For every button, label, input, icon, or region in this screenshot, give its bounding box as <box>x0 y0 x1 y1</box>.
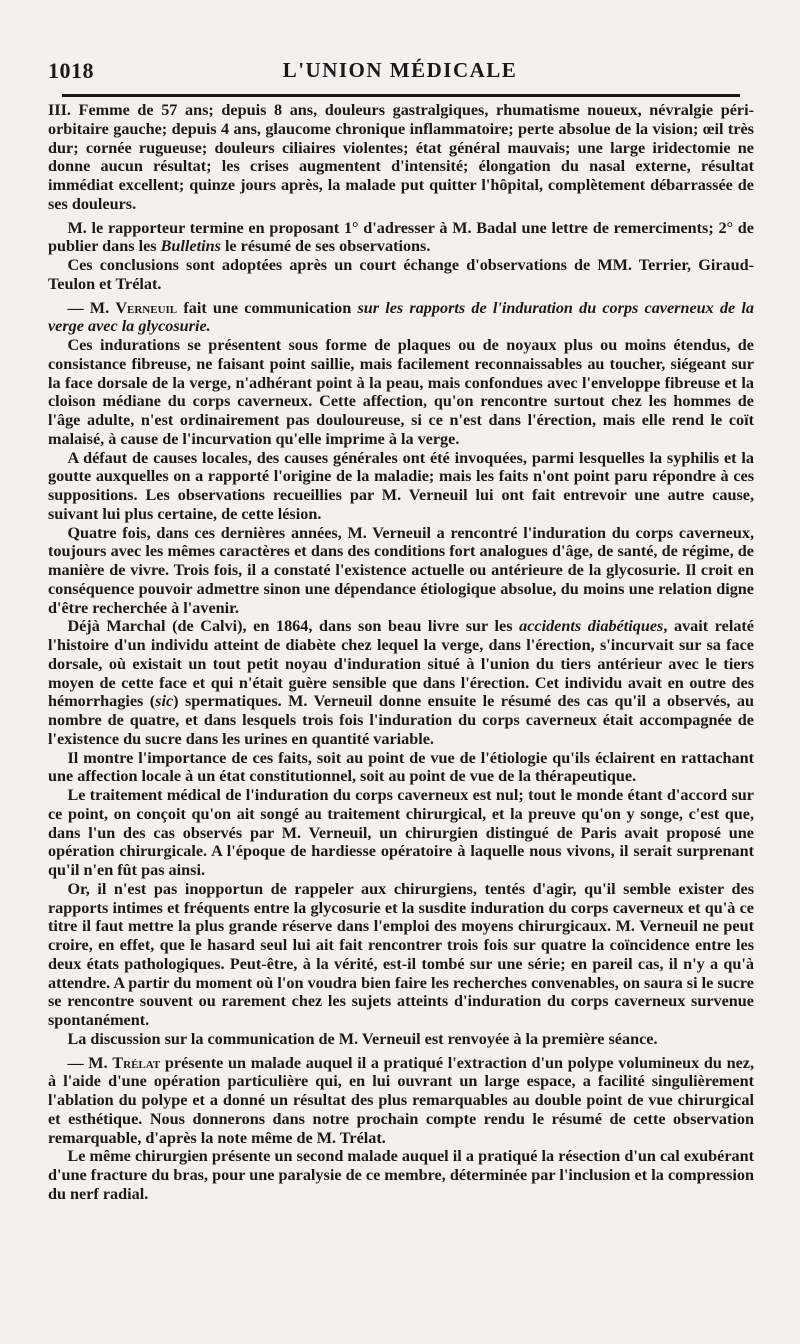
italic-accidents-diabetiques: accidents diabétiques <box>519 617 664 636</box>
paragraph-quatre-fois: Quatre fois, dans ces dernières années, M. Verneuil a rencontré l'induration du corps caverneux, toujours avec les mêmes caractères et dans des conditions fort analogues d'âge, de santé, de régime, de manière de vivre. Trois fois, il a constaté l'existence actuelle ou antérieure de la glycosurie. Il croit en conséquence pouvoir admettre sinon une dépendance étiologique absolue, du moins une relation digne d'être recherchée à l'avenir. <box>48 523 754 617</box>
page-number: 1018 <box>48 58 94 83</box>
paragraph-traitement: Le traitement médical de l'induration du corps caverneux est nul; tout le monde étant d'accord sur ce point, on conçoit qu'on ait songé au traitement chirurgical, et la preuve qu'on y songe, c'est que, dans l'un des cas observés par M. Verneuil, un chirurgien distingué de Paris avait proposé une opération chirurgicale. A l'époque de hardiesse opératoire à laquelle nous vivons, il serait surprenant qu'il n'en fût pas ainsi. <box>48 786 754 879</box>
italic-sic: sic <box>155 692 174 711</box>
paragraph-marchal: Déjà Marchal (de Calvi), en 1864, dans son beau livre sur les accidents diabétiques, avait relaté l'histoire d'un individu atteint de diabète chez lequel la verge, dans l'érection, s'incurvait sur sa face dorsale, où existait un tout petit noyau d'induration situé à l'union du tiers antérieur avec le tiers moyen de cette face et qui n'était guère sensible que dans l'érection. Cet individu avait en outre des hémorrhagies (sic) spermatiques. M. Verneuil donne ensuite le résumé des cas qu'il a observés, au nombre de quatre, et dans lesquels trois fois l'induration du corps caverneux était accompagnée de l'existence du sucre dans les urines en quantité variable. <box>48 617 755 748</box>
paragraph-case-iii: III. Femme de 57 ans; depuis 8 ans, douleurs gastralgiques, rhumatisme noueux, névralgie péri-orbitaire gauche; depuis 4 ans, glaucome chronique inflammatoire; perte absolue de la vision; œil très dur; cornée rugueuse; douleurs ciliaires violentes; état général mauvais; une large iridectomie ne donne aucun résultat; les crises augmentent d'intensité; élongation du nasal externe, résultat immédiat excellent; quinze jours après, la malade put quitter l'hôpital, complètement débarrassée de ses douleurs. <box>48 101 754 213</box>
paragraph-rapporteur: M. le rapporteur termine en proposant 1° d'adresser à M. Badal une lettre de remerciments; 2° de publier dans les Bulletins le résumé de ses observations. <box>48 218 754 256</box>
paragraph-importance: Il montre l'importance de ces faits, soit au point de vue de l'étiologie qu'ils éclairent en rattachant une affection locale à un état constitutionnel, soit au point de vue de la thérapeutique. <box>48 748 754 786</box>
page-header <box>48 58 752 88</box>
italic-bulletins: Bulletins <box>160 237 221 256</box>
header-rule <box>62 94 740 97</box>
speaker-name: Verneuil <box>115 298 178 317</box>
communication-title: sur les rapports de l'induration du corps caverneux de la verge avec la glycosurie. <box>48 298 754 336</box>
paragraph-verneuil-intro: — M. Verneuil fait une communication sur les rapports de l'induration du corps caverneux de la verge avec la glycosurie. <box>48 298 754 336</box>
paragraph-or: Or, il n'est pas inopportun de rappeler aux chirurgiens, tentés d'agir, qu'il semble exister des rapports intimes et fréquents entre la glycosurie et la susdite induration du corps caverneux et qu'à ce titre il faut mettre la plus grande réserve dans l'emploi des moyens chirurgicaux. M. Verneuil ne peut croire, en effet, que le hasard seul lui ait fait rencontrer trois fois sur quatre la coïncidence entre les deux états pathologiques. Peut-être, à la vérité, est-il tombé sur une série; en pareil cas, il n'y a qu'à attendre. A partir du moment où l'on voudra bien faire les recherches convenables, on saura si le sucre se rencontre souvent ou rarement chez les sujets atteints d'induration du corps caverneux survenue spontanément. <box>48 879 754 1029</box>
paragraph-discussion: La discussion sur la communication de M. Verneuil est renvoyée à la première séance. <box>67 1029 658 1048</box>
paragraph-trelat-cal: Le même chirurgien présente un second malade auquel il a pratiqué la résection d'un cal exubérant d'une fracture du bras, pour une paralysie de ce membre, déterminée par l'inclusion et la compression du nerf radial. <box>48 1147 754 1203</box>
paragraph-conclusions: Ces conclusions sont adoptées après un court échange d'observations de MM. Terrier, Giraud-Teulon et Trélat. <box>48 256 754 293</box>
paragraph-causes: A défaut de causes locales, des causes générales ont été invoquées, parmi lesquelles la syphilis et la goutte auxquelles on a rapporté l'origine de la maladie; mais les faits n'ont point paru répondre à ces suppositions. Les observations recueillies par M. Verneuil lui ont fait entrevoir une autre cause, suivant lui plus certaine, de cette lésion. <box>48 448 754 523</box>
speaker-name-trelat: Trélat <box>112 1053 161 1072</box>
running-title: L'UNION MÉDICALE <box>282 58 518 82</box>
paragraph-indurations: Ces indurations se présentent sous forme de plaques ou de noyaux plus ou moins étendus, de consistance fibreuse, ne faisant point saillie, mais facilement reconnaissables au toucher, siégeant sur la face dorsale de la verge, n'adhérant point à la peau, mais confondues avec l'enveloppe fibreuse et la cloison médiane du corps caverneux. Cette affection, qu'on rencontre surtout chez les hommes de l'âge adulte, n'est ordinairement pas douloureuse, si ce n'est dans l'érection, mais elle rend le coït malaisé, à cause de l'incurvation qu'elle imprime à la verge. <box>48 336 754 448</box>
article-body <box>48 101 754 1204</box>
paragraph-trelat-polype: — M. Trélat présente un malade auquel il a pratiqué l'extraction d'un polype volumineux du nez, à l'aide d'une opération particulière qui, en lui ouvrant un large espace, a facilité singulièrement l'ablation du polype et a donné un résultat des plus remarquables au double point de vue chirurgical et esthétique. Nous donnerons dans notre prochain compte rendu le résumé de cette observation remarquable, d'après la note même de M. Trélat. <box>48 1053 755 1147</box>
